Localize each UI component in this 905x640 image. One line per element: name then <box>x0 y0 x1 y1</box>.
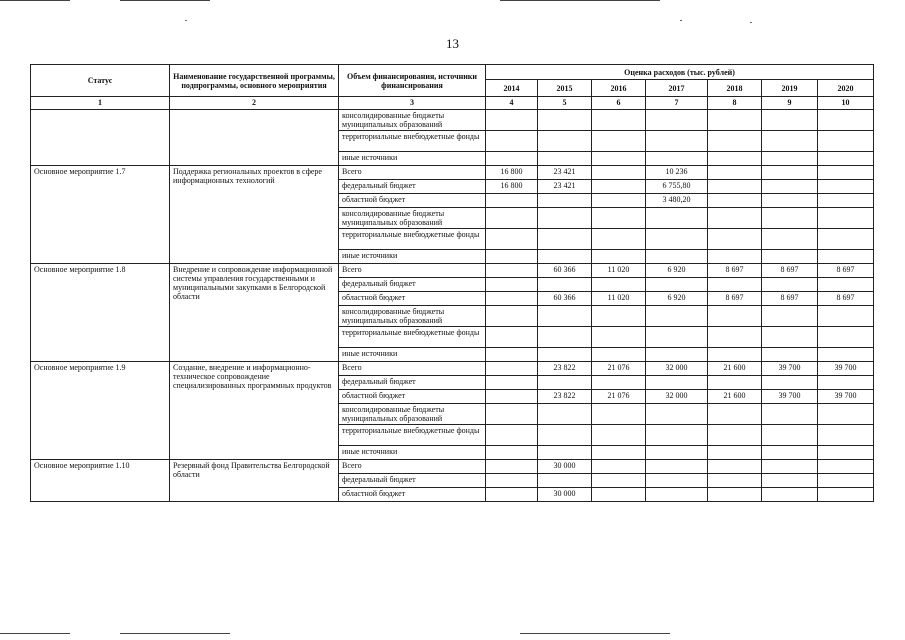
value-cell <box>646 250 708 264</box>
table-row <box>31 110 874 131</box>
value-cell <box>818 446 874 460</box>
value-cell <box>592 404 646 425</box>
year-header: 2016 <box>592 80 646 97</box>
source-cell: Всего <box>339 264 486 278</box>
page-number: 13 <box>446 36 459 51</box>
value-cell <box>708 166 762 180</box>
value-cell <box>592 327 646 348</box>
source-cell: иные источники <box>339 446 486 460</box>
source-cell: Всего <box>339 460 486 474</box>
value-cell <box>818 152 874 166</box>
value-cell <box>708 376 762 390</box>
value-cell <box>762 376 818 390</box>
value-cell: 3 480,20 <box>646 194 708 208</box>
value-cell <box>762 250 818 264</box>
value-cell <box>762 446 818 460</box>
table-row <box>31 166 874 180</box>
value-cell <box>486 292 538 306</box>
scan-artifact <box>120 633 230 634</box>
scan-artifact <box>680 20 682 21</box>
header-status: Статус <box>31 65 170 97</box>
value-cell <box>486 110 538 131</box>
value-cell <box>818 306 874 327</box>
table-body <box>31 110 874 502</box>
value-cell <box>592 376 646 390</box>
value-cell <box>646 229 708 250</box>
value-cell <box>486 131 538 152</box>
value-cell <box>486 250 538 264</box>
value-cell <box>592 425 646 446</box>
value-cell <box>592 348 646 362</box>
value-cell <box>762 425 818 446</box>
value-cell: 8 697 <box>762 264 818 278</box>
scan-artifact <box>0 0 70 1</box>
source-cell: территориальные внебюджетные фонды <box>339 229 486 250</box>
value-cell <box>592 488 646 502</box>
scan-artifact <box>120 0 210 1</box>
value-cell <box>762 131 818 152</box>
value-cell <box>818 376 874 390</box>
value-cell: 8 697 <box>818 292 874 306</box>
value-cell <box>592 229 646 250</box>
value-cell <box>762 180 818 194</box>
name-cell: Создание, внедрение и информационно-техническое сопровождение специализированных программных продуктов <box>170 362 339 460</box>
source-cell: областной бюджет <box>339 194 486 208</box>
header-volume: Объем финансирования, источники финансирования <box>339 65 486 97</box>
value-cell <box>762 474 818 488</box>
value-cell <box>646 208 708 229</box>
value-cell <box>538 327 592 348</box>
value-cell: 30 000 <box>538 460 592 474</box>
value-cell <box>592 180 646 194</box>
value-cell <box>592 152 646 166</box>
year-header: 2020 <box>818 80 874 97</box>
value-cell: 21 600 <box>708 362 762 376</box>
value-cell <box>486 194 538 208</box>
source-cell: консолидированные бюджеты муниципальных образований <box>339 306 486 327</box>
column-number: 1 <box>31 97 170 110</box>
column-number: 4 <box>486 97 538 110</box>
scan-artifact <box>0 633 70 634</box>
value-cell <box>486 474 538 488</box>
value-cell <box>538 229 592 250</box>
value-cell <box>646 327 708 348</box>
status-cell <box>31 110 170 166</box>
value-cell <box>538 404 592 425</box>
value-cell <box>592 166 646 180</box>
value-cell: 8 697 <box>762 292 818 306</box>
source-cell: территориальные внебюджетные фонды <box>339 327 486 348</box>
value-cell <box>538 152 592 166</box>
value-cell <box>646 460 708 474</box>
value-cell <box>538 376 592 390</box>
value-cell <box>818 488 874 502</box>
value-cell <box>486 446 538 460</box>
value-cell <box>646 425 708 446</box>
year-header: 2018 <box>708 80 762 97</box>
value-cell <box>538 425 592 446</box>
value-cell <box>708 460 762 474</box>
value-cell <box>646 376 708 390</box>
value-cell <box>708 306 762 327</box>
source-cell: территориальные внебюджетные фонды <box>339 131 486 152</box>
value-cell <box>818 194 874 208</box>
value-cell <box>762 460 818 474</box>
value-cell <box>708 194 762 208</box>
value-cell: 32 000 <box>646 390 708 404</box>
table-row <box>31 460 874 474</box>
value-cell <box>646 488 708 502</box>
year-header: 2014 <box>486 80 538 97</box>
value-cell <box>708 110 762 131</box>
source-cell: иные источники <box>339 250 486 264</box>
source-cell: областной бюджет <box>339 390 486 404</box>
value-cell <box>486 327 538 348</box>
value-cell <box>538 250 592 264</box>
value-cell: 32 000 <box>646 362 708 376</box>
value-cell <box>486 404 538 425</box>
source-cell: территориальные внебюджетные фонды <box>339 425 486 446</box>
value-cell: 39 700 <box>818 390 874 404</box>
value-cell <box>818 110 874 131</box>
value-cell <box>708 152 762 166</box>
value-cell <box>708 131 762 152</box>
value-cell <box>646 348 708 362</box>
value-cell <box>818 180 874 194</box>
name-cell: Резервный фонд Правительства Белгородской области <box>170 460 339 502</box>
value-cell <box>708 425 762 446</box>
value-cell: 39 700 <box>762 362 818 376</box>
value-cell <box>486 460 538 474</box>
value-cell <box>538 474 592 488</box>
value-cell <box>818 425 874 446</box>
source-cell: федеральный бюджет <box>339 376 486 390</box>
value-cell <box>762 404 818 425</box>
value-cell <box>486 208 538 229</box>
value-cell <box>486 306 538 327</box>
value-cell <box>708 208 762 229</box>
value-cell <box>818 166 874 180</box>
scan-artifact <box>520 633 670 634</box>
scan-artifact <box>500 0 660 1</box>
value-cell: 8 697 <box>708 264 762 278</box>
value-cell <box>592 306 646 327</box>
value-cell: 23 822 <box>538 362 592 376</box>
budget-table <box>30 64 874 502</box>
value-cell <box>646 131 708 152</box>
name-cell: Поддержка региональных проектов в сфере информационных технологий <box>170 166 339 264</box>
value-cell <box>818 404 874 425</box>
value-cell <box>646 446 708 460</box>
value-cell <box>818 327 874 348</box>
value-cell <box>646 110 708 131</box>
source-cell: федеральный бюджет <box>339 474 486 488</box>
value-cell <box>708 488 762 502</box>
value-cell <box>762 488 818 502</box>
table-row <box>31 362 874 376</box>
value-cell <box>646 278 708 292</box>
value-cell <box>592 131 646 152</box>
value-cell: 39 700 <box>818 362 874 376</box>
value-cell: 21 076 <box>592 362 646 376</box>
value-cell <box>486 390 538 404</box>
column-number: 8 <box>708 97 762 110</box>
value-cell <box>708 327 762 348</box>
value-cell <box>818 474 874 488</box>
value-cell <box>538 278 592 292</box>
value-cell <box>762 348 818 362</box>
column-number: 5 <box>538 97 592 110</box>
value-cell <box>592 474 646 488</box>
status-cell: Основное мероприятие 1.10 <box>31 460 170 502</box>
value-cell <box>818 278 874 292</box>
value-cell <box>486 376 538 390</box>
value-cell <box>538 446 592 460</box>
year-header: 2015 <box>538 80 592 97</box>
value-cell: 30 000 <box>538 488 592 502</box>
name-cell: Внедрение и сопровождение информационной системы управления государственными и муниципальными закупками в Белгородской области <box>170 264 339 362</box>
value-cell <box>646 474 708 488</box>
column-number: 6 <box>592 97 646 110</box>
value-cell <box>762 110 818 131</box>
header-name: Наименование государственной программы, подпрограммы, основного мероприятия <box>170 65 339 97</box>
year-header: 2019 <box>762 80 818 97</box>
value-cell: 11 020 <box>592 264 646 278</box>
source-cell: Всего <box>339 362 486 376</box>
value-cell <box>486 425 538 446</box>
status-cell: Основное мероприятие 1.8 <box>31 264 170 362</box>
value-cell <box>486 362 538 376</box>
value-cell <box>486 264 538 278</box>
value-cell <box>818 208 874 229</box>
name-cell <box>170 110 339 166</box>
value-cell <box>646 404 708 425</box>
value-cell <box>818 348 874 362</box>
value-cell <box>592 250 646 264</box>
value-cell <box>592 194 646 208</box>
value-cell: 16 800 <box>486 180 538 194</box>
value-cell: 60 366 <box>538 264 592 278</box>
value-cell <box>762 229 818 250</box>
value-cell <box>538 306 592 327</box>
value-cell <box>646 306 708 327</box>
source-cell: иные источники <box>339 152 486 166</box>
value-cell <box>762 194 818 208</box>
value-cell: 16 800 <box>486 166 538 180</box>
value-cell: 21 600 <box>708 390 762 404</box>
value-cell <box>708 180 762 194</box>
value-cell: 21 076 <box>592 390 646 404</box>
value-cell: 39 700 <box>762 390 818 404</box>
header-estimate: Оценка расходов (тыс. рублей) <box>486 65 874 80</box>
source-cell: консолидированные бюджеты муниципальных образований <box>339 208 486 229</box>
value-cell <box>762 327 818 348</box>
value-cell <box>538 348 592 362</box>
value-cell <box>486 488 538 502</box>
value-cell <box>592 110 646 131</box>
source-cell: областной бюджет <box>339 488 486 502</box>
value-cell <box>762 278 818 292</box>
value-cell: 23 421 <box>538 180 592 194</box>
value-cell <box>592 278 646 292</box>
column-number: 7 <box>646 97 708 110</box>
value-cell: 6 755,80 <box>646 180 708 194</box>
value-cell <box>818 131 874 152</box>
status-cell: Основное мероприятие 1.7 <box>31 166 170 264</box>
source-cell: Всего <box>339 166 486 180</box>
value-cell <box>708 348 762 362</box>
table-row <box>31 264 874 278</box>
source-cell: консолидированные бюджеты муниципальных образований <box>339 110 486 131</box>
value-cell <box>538 131 592 152</box>
value-cell <box>646 152 708 166</box>
column-number: 3 <box>339 97 486 110</box>
value-cell: 11 020 <box>592 292 646 306</box>
value-cell <box>486 348 538 362</box>
value-cell: 8 697 <box>708 292 762 306</box>
source-cell: областной бюджет <box>339 292 486 306</box>
value-cell <box>762 208 818 229</box>
value-cell <box>818 250 874 264</box>
value-cell <box>708 229 762 250</box>
value-cell <box>538 194 592 208</box>
scan-artifact <box>750 22 752 23</box>
value-cell <box>486 229 538 250</box>
value-cell <box>762 152 818 166</box>
value-cell <box>708 446 762 460</box>
source-cell: иные источники <box>339 348 486 362</box>
column-number: 10 <box>818 97 874 110</box>
value-cell <box>538 110 592 131</box>
value-cell <box>592 460 646 474</box>
status-cell: Основное мероприятие 1.9 <box>31 362 170 460</box>
value-cell: 6 920 <box>646 264 708 278</box>
value-cell <box>708 474 762 488</box>
value-cell <box>708 250 762 264</box>
source-cell: консолидированные бюджеты муниципальных образований <box>339 404 486 425</box>
value-cell <box>762 166 818 180</box>
value-cell <box>818 460 874 474</box>
value-cell <box>486 278 538 292</box>
value-cell <box>708 404 762 425</box>
value-cell <box>762 306 818 327</box>
value-cell: 6 920 <box>646 292 708 306</box>
value-cell <box>818 229 874 250</box>
value-cell: 10 236 <box>646 166 708 180</box>
column-number: 9 <box>762 97 818 110</box>
value-cell <box>592 446 646 460</box>
source-cell: федеральный бюджет <box>339 180 486 194</box>
year-header: 2017 <box>646 80 708 97</box>
value-cell: 23 421 <box>538 166 592 180</box>
value-cell: 8 697 <box>818 264 874 278</box>
value-cell: 60 366 <box>538 292 592 306</box>
column-number: 2 <box>170 97 339 110</box>
value-cell <box>592 208 646 229</box>
value-cell <box>538 208 592 229</box>
value-cell: 23 822 <box>538 390 592 404</box>
value-cell <box>708 278 762 292</box>
scan-artifact <box>185 20 187 21</box>
value-cell <box>486 152 538 166</box>
source-cell: федеральный бюджет <box>339 278 486 292</box>
